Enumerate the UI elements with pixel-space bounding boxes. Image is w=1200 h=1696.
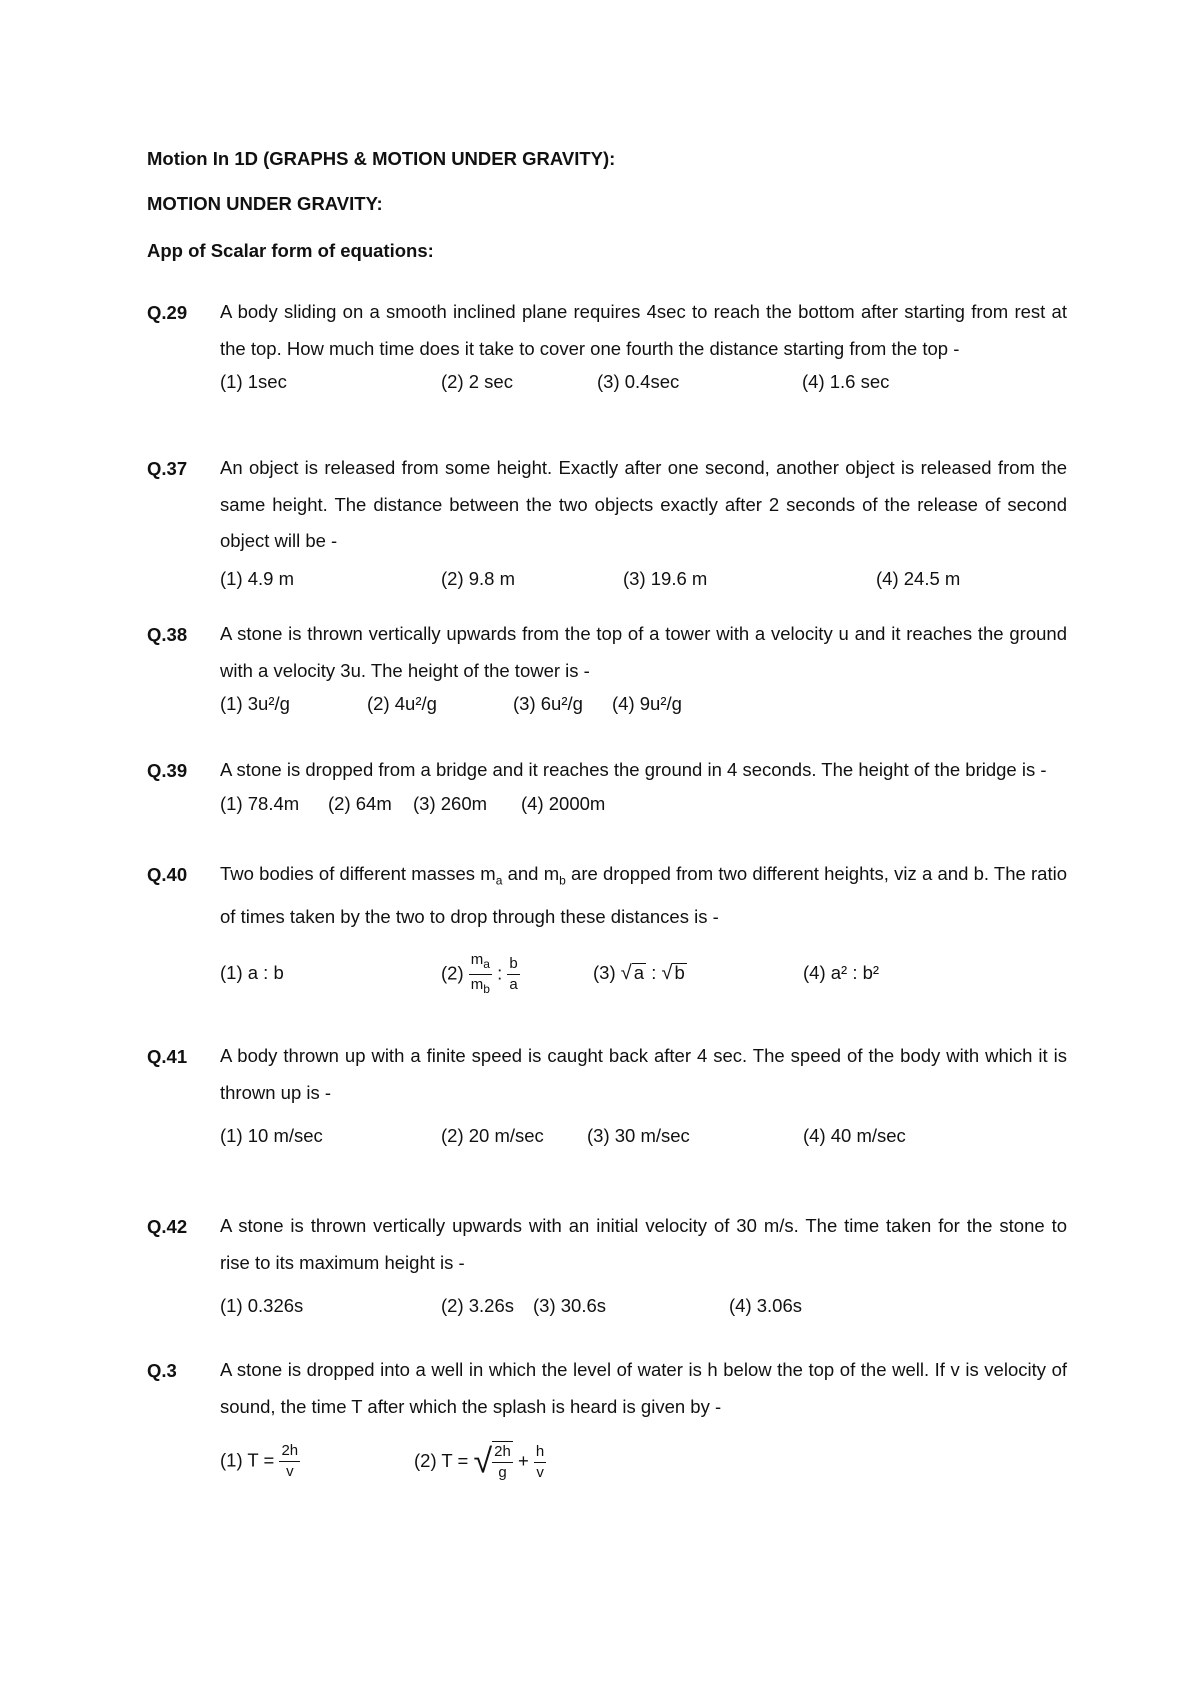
option-label: (1) T = (220, 1449, 275, 1471)
options-row (220, 950, 1067, 1010)
fraction-denominator: v (536, 1463, 544, 1481)
question-number: Q.42 (147, 1216, 188, 1237)
question-body (220, 1046, 1067, 1155)
subscript-b: b (559, 873, 566, 888)
options-row (220, 793, 1067, 823)
question-text: A stone is thrown vertically upwards with an initial velocity of 30 m/s. The time taken for the stone to rise to its maximum height is - (220, 1215, 1067, 1273)
fraction-denominator (469, 975, 492, 999)
option-4: (4) 24.5 m (876, 567, 961, 589)
sqrt-icon: √ (661, 961, 673, 984)
question-body (220, 1360, 1067, 1501)
option-3: (3) 6u²/g (513, 693, 583, 714)
option-1: (1) 78.4m (220, 792, 300, 814)
option-2: (2) 2 sec (441, 371, 513, 392)
option-2: (2) 3.26s (441, 1295, 515, 1316)
options-row (220, 1441, 1067, 1501)
question-number: Q.29 (147, 302, 188, 323)
question-number: Q.37 (147, 458, 188, 479)
ratio-colon: : (651, 961, 657, 983)
chapter-heading: Motion In 1D (GRAPHS & MOTION UNDER GRAVITY): (147, 148, 616, 169)
option-2 (414, 1441, 546, 1483)
option-3: (3) 30.6s (533, 1295, 607, 1316)
options-row (220, 568, 1067, 598)
option-3: (3) 19.6 m (623, 567, 708, 589)
question-body (220, 760, 1067, 823)
radicand-a: a (633, 961, 645, 983)
question-text-part: are dropped from two different heights, viz a and b. The ratio of times taken by the two to drop through these distances is - (220, 863, 1068, 928)
question-body (220, 864, 1067, 1010)
option-1: (1) 10 m/sec (220, 1125, 323, 1146)
option-3: (3) 0.4sec (597, 371, 680, 392)
option-2: (2) 4u²/g (367, 693, 437, 714)
section-heading: MOTION UNDER GRAVITY: (147, 193, 383, 214)
option-3: (3) 260m (413, 792, 488, 814)
plus-sign: + (517, 1449, 529, 1471)
option-1 (220, 1441, 300, 1482)
question-text: A stone is dropped from a bridge and it reaches the ground in 4 seconds. The height of the bridge is - (220, 759, 1047, 780)
sqrt-icon: √ (620, 961, 632, 984)
question-body (220, 624, 1067, 723)
question-body (220, 1216, 1067, 1325)
option-3: (3) 30 m/sec (587, 1125, 690, 1146)
subscript-a: a (495, 873, 503, 888)
option-2: (2) 64m (328, 792, 392, 814)
question-text-part: Two bodies of different masses m (220, 863, 496, 884)
option-2 (441, 950, 520, 999)
question-text-part: and m (502, 863, 560, 884)
option-label: (2) (441, 962, 464, 984)
question-text: A stone is dropped into a well in which the level of water is h below the top of the well. If v is velocity of sound, the time T after which the splash is heard is given by - (220, 1359, 1067, 1417)
question-text: An object is released from some height. Exactly after one second, another object is released from the same height. The distance between the two objects exactly after 2 seconds of the release of second object will be - (220, 457, 1067, 551)
option-4: (4) 2000m (521, 792, 606, 814)
option-4: (4) 40 m/sec (803, 1125, 906, 1146)
option-4: (4) 9u²/g (612, 693, 682, 714)
options-row (220, 371, 1067, 401)
fraction-h-v (534, 1442, 546, 1483)
numerator-text: m (470, 950, 484, 968)
option-3 (593, 962, 687, 985)
fraction-numerator: h (534, 1442, 546, 1463)
question-text: A body sliding on a smooth inclined plane requires 4sec to reach the bottom after starting from rest at the top. How much time does it take to cover one fourth the distance starting from the top - (220, 301, 1067, 359)
fraction-numerator: b (507, 954, 519, 975)
question-body (220, 458, 1067, 598)
option-label: (2) T = (414, 1449, 469, 1471)
option-label: (3) (593, 961, 616, 983)
option-1: (1) 4.9 m (220, 567, 295, 589)
numerator-subscript: a (483, 956, 490, 971)
question-number: Q.40 (147, 864, 188, 885)
option-4: (4) 1.6 sec (802, 371, 890, 392)
option-2: (2) 20 m/sec (441, 1125, 544, 1146)
ratio-colon: : (497, 962, 503, 984)
options-row (220, 693, 1067, 723)
question-text: A body thrown up with a finite speed is caught back after 4 sec. The speed of the body with which it is thrown up is - (220, 1045, 1067, 1103)
subsection-heading: App of Scalar form of equations: (147, 240, 434, 261)
fraction-denominator: a (509, 975, 518, 993)
option-1: (1) a : b (220, 961, 284, 983)
question-number: Q.39 (147, 760, 188, 781)
option-2: (2) 9.8 m (441, 567, 516, 589)
question-number: Q.3 (147, 1360, 177, 1381)
question-text (220, 856, 1067, 936)
question-number: Q.41 (147, 1046, 188, 1067)
option-1: (1) 0.326s (220, 1295, 304, 1316)
sqrt-icon: √ (473, 1442, 493, 1481)
option-1: (1) 3u²/g (220, 693, 290, 714)
fraction-denominator: g (498, 1464, 507, 1481)
option-4: (4) 3.06s (729, 1295, 803, 1316)
denominator-text: m (470, 975, 484, 993)
options-row (220, 1295, 1067, 1325)
radicand-b: b (674, 961, 685, 983)
question-body (220, 302, 1067, 401)
options-row (220, 1125, 1067, 1155)
fraction-numerator: 2h (279, 1441, 300, 1462)
question-text: A stone is thrown vertically upwards from the top of a tower with a velocity u and it reaches the ground with a velocity 3u. The height of the tower is - (220, 623, 1067, 681)
fraction-denominator: v (286, 1463, 294, 1480)
fraction-ma-mb (469, 950, 492, 999)
fraction-2h-g (492, 1442, 513, 1483)
fraction-numerator (469, 950, 492, 975)
option-4: (4) a² : b² (803, 961, 880, 983)
fraction-numerator: 2h (492, 1442, 513, 1463)
question-number: Q.38 (147, 624, 188, 645)
radical-body (492, 1441, 513, 1483)
option-1: (1) 1sec (220, 371, 287, 392)
fraction-b-a (507, 954, 519, 995)
fraction-2h-v (279, 1441, 300, 1482)
denominator-subscript: b (483, 981, 490, 996)
